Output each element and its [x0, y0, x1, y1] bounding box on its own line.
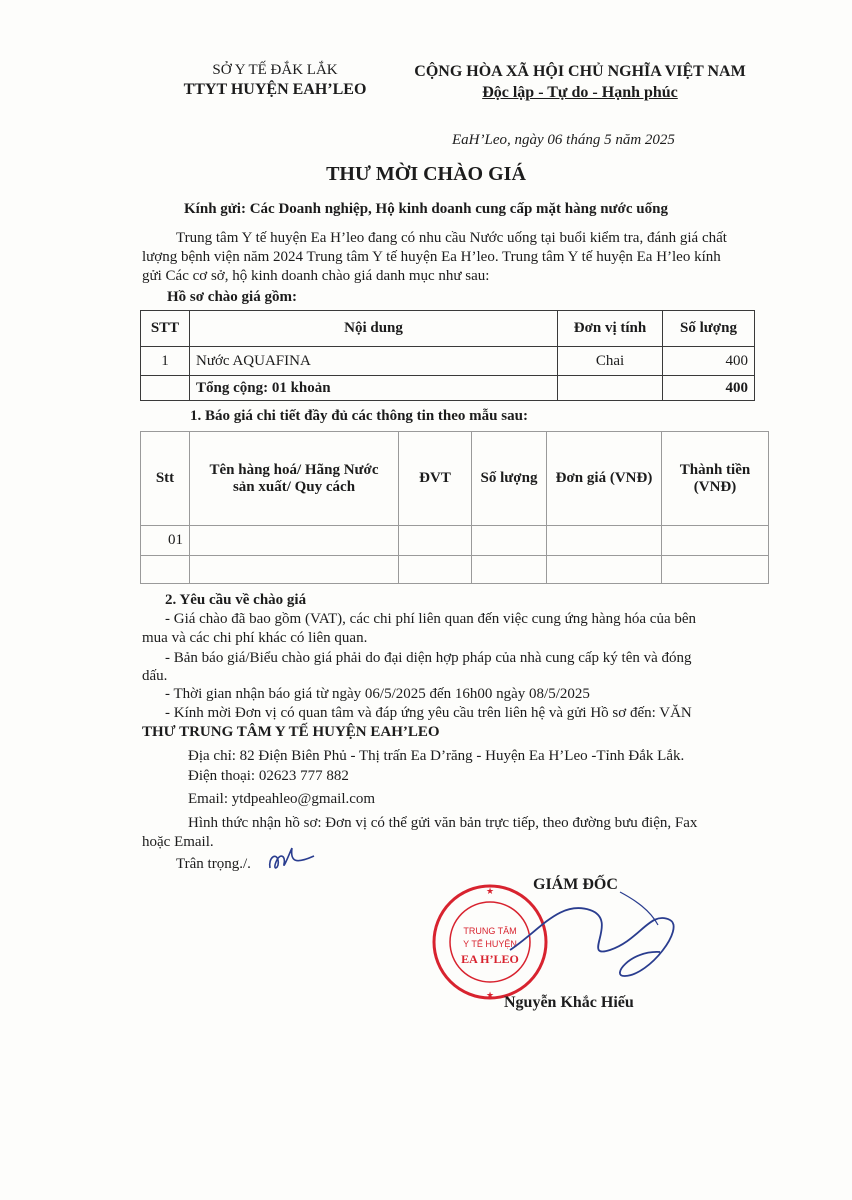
row-qty: 400	[663, 347, 755, 376]
req-2-line2: dấu.	[142, 668, 168, 684]
intro-line-1: Trung tâm Y tế huyện Ea H’leo đang có nhu cầu Nước uống tại buổi kiểm tra, đánh giá chất	[176, 230, 727, 246]
dossier-heading: Hồ sơ chào giá gồm:	[167, 289, 297, 305]
header-left-line1: SỞ Y TẾ ĐẮK LẮK	[212, 62, 338, 78]
email: Email: ytdpeahleo@gmail.com	[188, 791, 376, 807]
row2-stt: 01	[141, 526, 190, 556]
section-1-heading: 1. Báo giá chi tiết đầy đủ các thông tin theo mẫu sau:	[190, 408, 528, 424]
total-unit-empty	[558, 376, 663, 401]
th-content: Nội dung	[190, 311, 558, 347]
req-1-line1: - Giá chào đã bao gồm (VAT), các chi phí liên quan đến việc cung ứng hàng hóa của bên	[165, 611, 697, 627]
header-left-line2: TTYT HUYỆN EAH’LEO	[183, 81, 367, 98]
req-4-line2: THƯ TRUNG TÂM Y TẾ HUYỆN EAH’LEO	[142, 724, 440, 740]
th-stt: STT	[141, 311, 190, 347]
th-unit: Đơn vị tính	[558, 311, 663, 347]
th2-total	[662, 432, 769, 526]
table-row	[141, 347, 755, 376]
submit-line1: Hình thức nhận hồ sơ: Đơn vị có thể gửi văn bản trực tiếp, theo đường bưu điện, Fax	[188, 815, 698, 831]
total-stt-empty	[141, 376, 190, 401]
row-content: Nước AQUAFINA	[190, 347, 558, 376]
row-unit: Chai	[558, 347, 663, 376]
table-row	[141, 556, 769, 584]
total-qty: 400	[663, 376, 755, 401]
stamp-ring-text: ★	[485, 886, 495, 896]
submit-line2: hoặc Email.	[142, 834, 214, 850]
th2-name	[190, 432, 399, 526]
table-row	[141, 526, 769, 556]
th2-price: Đơn giá (VNĐ)	[547, 432, 662, 526]
signature-title: GIÁM ĐỐC	[533, 876, 618, 893]
stamp-line2: Y TẾ HUYỆN	[463, 939, 517, 949]
th2-total-line1: Thành tiền	[679, 461, 751, 478]
th2-stt: Stt	[141, 432, 190, 526]
th2-qty: Số lượng	[472, 432, 547, 526]
address: Địa chỉ: 82 Điện Biên Phủ - Thị trấn Ea D’răng - Huyện Ea H’Leo -Tỉnh Đắk Lắk.	[188, 748, 685, 764]
stamp-star: ★	[485, 990, 495, 1000]
req-3: - Thời gian nhận báo giá từ ngày 06/5/2025 đến 16h00 ngày 08/5/2025	[165, 686, 590, 702]
date-line: EaH’Leo, ngày 06 tháng 5 năm 2025	[452, 132, 675, 148]
intro-line-3: gửi Các cơ sở, hộ kinh doanh chào giá danh mục như sau:	[142, 268, 490, 284]
stamp-line1: TRUNG TÂM	[463, 926, 517, 936]
section-2-heading: 2. Yêu cầu về chào giá	[165, 592, 307, 608]
table-total-row	[141, 376, 755, 401]
th-qty: Số lượng	[663, 311, 755, 347]
th2-name-line2: sản xuất/ Quy cách	[232, 478, 356, 495]
initials-signature-icon	[262, 842, 322, 874]
th2-total-line2: (VNĐ)	[693, 478, 737, 495]
signer-name: Nguyễn Khắc Hiếu	[504, 994, 634, 1011]
req-4-line1: - Kính mời Đơn vị có quan tâm và đáp ứng yêu cầu trên liên hệ và gửi Hồ sơ đến: VĂN	[165, 705, 692, 721]
row-stt: 1	[141, 347, 190, 376]
header-right-line1: CỘNG HÒA XÃ HỘI CHỦ NGHĨA VIỆT NAM	[414, 63, 746, 80]
director-signature-icon	[500, 880, 700, 990]
total-label: Tổng cộng: 01 khoản	[190, 376, 558, 401]
stamp-line3: EA H’LEO	[461, 952, 519, 966]
closing: Trân trọng./.	[176, 856, 251, 872]
th2-unit: ĐVT	[399, 432, 472, 526]
page-title: THƯ MỜI CHÀO GIÁ	[326, 163, 526, 185]
phone: Điện thoại: 02623 777 882	[188, 768, 349, 784]
quote-template-table	[140, 431, 769, 584]
th2-name-line1: Tên hàng hoá/ Hãng Nước	[209, 461, 379, 478]
quote-items-table	[140, 310, 755, 401]
req-1-line2: mua và các chi phí khác có liên quan.	[142, 630, 368, 646]
header-right-line2: Độc lập - Tự do - Hạnh phúc	[482, 84, 678, 101]
recipient: Kính gửi: Các Doanh nghiệp, Hộ kinh doanh cung cấp mặt hàng nước uống	[184, 201, 668, 217]
req-2-line1: - Bản báo giá/Biểu chào giá phải do đại diện hợp pháp của nhà cung cấp ký tên và đóng	[165, 650, 692, 666]
intro-line-2: lượng bệnh viện năm 2024 Trung tâm Y tế huyện Ea H’leo. Trung tâm Y tế huyện Ea H’leo kính	[142, 249, 721, 265]
